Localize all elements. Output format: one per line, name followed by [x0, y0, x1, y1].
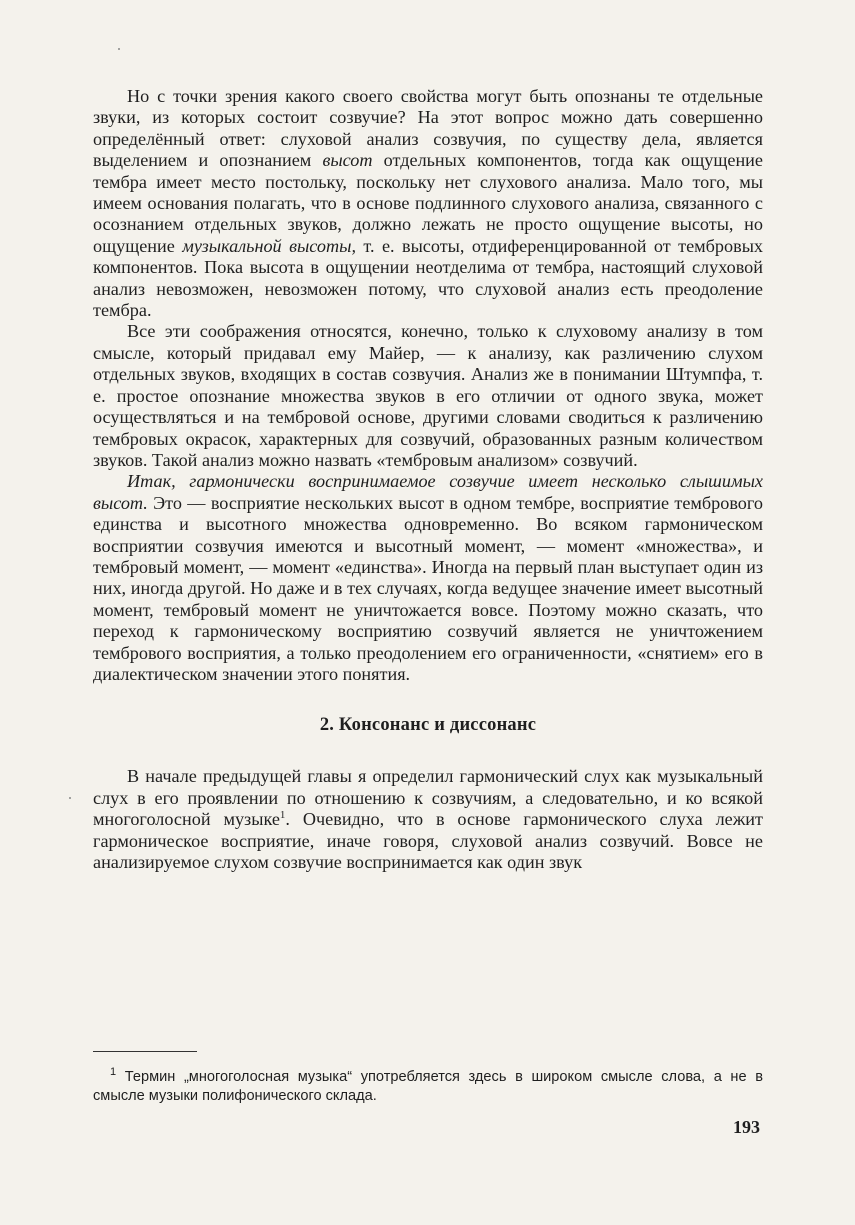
paragraph-1: [93, 86, 763, 321]
paragraph-2: Все эти соображения относятся, конечно, только к слуховому анализу в том смысле, который придавал ему Майер, — к анализу, как различению слухом отдельных звуков, входящих в состав созвучия. Анализ же в понимании Штумпфа, т. е. простое опознание множества звуков в его отличии от одного звука, может осуществляться и на тембровой основе, другими словами сводиться к различению тембровых окрасок, характерных для созвучий, образованных разным количеством звуков. Такой анализ можно назвать «тембровым анализом» созвучий.: [93, 321, 763, 470]
page-body: [93, 86, 763, 873]
emphasis-conclusion: Итак, гармонически воспринимаемое созвучие имеет несколько слышимых высот.: [93, 471, 763, 513]
footnote-text: Термин „многоголосная музыка“ употребляется здесь в широком смысле слова, а не в смысле музыки полифонического склада.: [93, 1069, 763, 1104]
paragraph-3-text: Это — восприятие нескольких высот в одном тембре, восприятие тембрового единства и высотного множества одновременно. Во всяком гармоническом восприятии созвучия имеются и высотный момент, — момент «множества», и тембровый момент, — момент «единства». Иногда на первый план выступает один из них, иногда другой. Но даже и в тех случаях, когда ведущее значение имеет высотный момент, тембровый момент не уничтожается вовсе. Поэтому можно сказать, что переход к гармоническому восприятию созвучий является не уничтожением тембрового восприятия, а только преодолением его ограниченности, «снятием» его в диалектическом значении этого понятия.: [93, 492, 763, 684]
paragraph-4-text-a: В начале предыдущей главы я определил гармонический слух как музыкальный слух в его проявлении по отношению к созвучиям, а следовательно, и ко всякой многоголосной музыке: [93, 766, 763, 830]
paragraph-4: [93, 766, 763, 873]
scan-speck: [69, 797, 71, 799]
page-number: 193: [733, 1117, 760, 1137]
footnote: [93, 1068, 763, 1105]
paragraph-1-text-b: отдельных компонентов, тогда как ощущение тембра имеет место постольку, поскольку нет слухового анализа. Мало того, мы имеем основания полагать, что в основе подлинного слухового анализа, связанного с осознанием отдельных звуков, должно лежать не просто ощущение высоты, но ощущение: [93, 150, 763, 256]
section-heading: 2. Консонанс и диссонанс: [319, 715, 537, 736]
emphasis-musical-pitch: музыкальной высоты,: [182, 235, 356, 256]
paragraph-1-text-a: Но с точки зрения какого своего свойства могут быть опознаны те отдельные звуки, из которых состоит созвучие? На этот вопрос можно дать совершенно определённый ответ: слуховой анализ созвучия, по существу дела, является выделением и опознанием: [93, 86, 763, 171]
scan-speck: [118, 48, 120, 50]
paragraph-1-text-c: т. е. высоты, отдиференцированной от тембровых компонентов. Пока высота в ощущении неотделима от тембра, настоящий слуховой анализ невозможен, невозможен потому, что слуховой анализ есть преодоление тембра.: [93, 235, 764, 321]
paragraph-3: [93, 471, 763, 685]
footnote-divider: [93, 1051, 197, 1052]
paragraph-4-text-b: . Очевидно, что в основе гармонического слуха лежит гармоническое восприятие, иначе говоря, слуховой анализ созвучий. Вовсе не анализируемое слухом созвучие воспринимается как один звук: [93, 809, 763, 872]
footnote-marker: 1: [110, 1066, 117, 1079]
emphasis-vysot: высот: [322, 150, 373, 171]
footnote-reference[interactable]: 1: [279, 809, 286, 822]
